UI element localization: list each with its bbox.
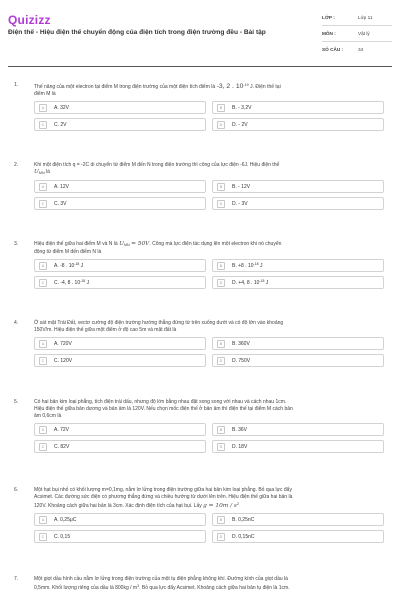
answer-options	[34, 180, 384, 210]
option-letter: C	[39, 443, 47, 451]
q-value: = 50V	[131, 241, 150, 247]
option-c[interactable]	[34, 118, 206, 131]
question-number: 4.	[14, 320, 19, 326]
option-letter: D	[217, 200, 225, 208]
q-value: -3, 2 . 10	[216, 83, 244, 91]
q-var: U	[34, 169, 39, 175]
option-letter: B	[217, 104, 225, 112]
option-text: C. 3V	[54, 200, 67, 207]
question-4	[8, 320, 392, 371]
option-letter: A	[39, 104, 47, 112]
option-value: D. +4, 8 . 10	[232, 280, 260, 287]
option-text: A. 72V	[54, 426, 70, 433]
option-letter: C	[39, 533, 47, 541]
option-text: A. 0,25μC	[54, 516, 77, 523]
q-text-part: Acsimet. Các đường sức điện có phương thẳng đứng và chiều hướng từ dưới lên trên. Hiệu điện thế giữa hai bản là	[34, 494, 293, 500]
question-number: 2.	[14, 162, 19, 168]
option-d[interactable]	[212, 197, 384, 210]
option-text: C. 120V	[54, 357, 73, 364]
q-text-part: là	[46, 169, 50, 175]
option-c[interactable]	[34, 440, 206, 453]
option-text: B. 0,25nC	[232, 516, 255, 523]
quizizz-logo: Quizizz	[8, 13, 51, 27]
option-letter: D	[217, 279, 225, 287]
question-6	[8, 487, 392, 547]
question-number: 5.	[14, 399, 19, 405]
question-text	[34, 399, 384, 420]
q-sub: MN	[123, 243, 130, 248]
option-letter: D	[217, 443, 225, 451]
option-text: C. 0,15	[54, 533, 71, 540]
q-text-part: Hiệu điện thế giữa bản dương và bản âm là 120V. Nếu chọn mốc điện thế ở bản âm thì điện thế tại điểm M cách bản	[34, 406, 293, 412]
option-letter: D	[217, 121, 225, 129]
option-a[interactable]	[34, 180, 206, 193]
option-letter: B	[217, 340, 225, 348]
option-text: B. 360V	[232, 340, 250, 347]
question-text	[34, 487, 384, 510]
q-value: g = 10m / s	[203, 503, 237, 510]
option-b[interactable]	[212, 337, 384, 350]
q-text-part: Ở sát mặt Trái Đất, vectơ cường độ điện trường hướng thẳng đứng từ trên xuống dưới và có độ lớn vào khoảng	[34, 320, 284, 326]
q-text-part: Một giọt dầu hình cầu nằm lơ lửng trong điện trường của một tụ điện phẳng không khí. Đường kính của giọt dầu là	[34, 576, 288, 582]
question-text	[34, 82, 384, 98]
option-letter: C	[39, 121, 47, 129]
option-text: D. - 3V	[232, 200, 248, 207]
option-letter: B	[217, 262, 225, 270]
option-c[interactable]	[34, 197, 206, 210]
q-text-part: 150V/m. Hiệu điện thế giữa một điểm ở độ cao 5m và mặt đất là	[34, 327, 177, 333]
option-text: D. 18V	[232, 443, 248, 450]
option-text	[232, 279, 268, 286]
q-text-part: 0,5mm. Khối lượng riêng của dầu là 800kg / m	[34, 585, 138, 592]
option-b[interactable]	[212, 513, 384, 526]
option-text	[54, 279, 89, 286]
option-unit: J	[264, 280, 269, 287]
option-value: A. -8 . 10	[54, 263, 75, 270]
option-text: C. 82V	[54, 443, 70, 450]
meta-label: SỐ CÂU :	[322, 47, 344, 52]
option-text: B. - 12V	[232, 183, 251, 190]
option-unit: J	[258, 263, 263, 270]
question-text	[34, 162, 384, 177]
meta-row-class	[322, 10, 392, 26]
option-sup: -18	[74, 262, 80, 267]
option-text	[232, 262, 263, 269]
question-text	[34, 241, 384, 256]
q-text-part: Có hai bản kim loại phẳng, tích điện trái dấu, nhưng độ lớn bằng nhau đặt song song với nhau và cách nhau 1cm.	[34, 399, 287, 405]
q-sub: MN	[38, 171, 45, 176]
meta-value: Vật lý	[358, 31, 370, 36]
meta-label: LỚP :	[322, 15, 335, 20]
answer-options	[34, 337, 384, 367]
q-text-part: động từ điểm M đến điểm N là	[34, 249, 102, 256]
question-text	[34, 576, 384, 592]
option-text: D. 0,15nC	[232, 533, 255, 540]
meta-label: MÔN :	[322, 31, 336, 36]
q-text-part: Hiệu điện thế giữa hai điểm M và N là	[34, 241, 118, 247]
answer-options	[34, 513, 384, 543]
option-value: C. -4, 8 . 10	[54, 280, 81, 287]
option-letter: A	[39, 183, 47, 191]
answer-options	[34, 259, 384, 289]
option-text: A. 720V	[54, 340, 72, 347]
option-c[interactable]	[34, 276, 206, 289]
option-text: B. 36V	[232, 426, 248, 433]
option-value: B. +8 . 10	[232, 263, 254, 270]
option-letter: B	[217, 516, 225, 524]
meta-row-count	[322, 42, 392, 57]
option-sup: -18	[80, 279, 86, 284]
q-text-part: điểm M là	[34, 91, 56, 98]
q-text-part: 120V. Khoảng cách giữa hai bản là 3cm. Xác định điện tích của hạt bụi. Lấy	[34, 503, 202, 510]
option-letter: D	[217, 533, 225, 541]
option-sup: -18	[259, 279, 265, 284]
question-number: 3.	[14, 241, 19, 247]
option-letter: B	[217, 183, 225, 191]
option-b[interactable]	[212, 180, 384, 193]
option-text: D. - 2V	[232, 121, 248, 128]
question-text	[34, 320, 384, 334]
option-c[interactable]	[34, 530, 206, 543]
q-var: U	[119, 241, 124, 247]
document-title: Điện thế - Hiệu điện thế chuyển động của điện tích trong điện trường đều - Bài tập	[8, 29, 266, 36]
option-letter: C	[39, 200, 47, 208]
option-d[interactable]	[212, 530, 384, 543]
answer-options	[34, 423, 384, 453]
q-sup: 2	[236, 502, 239, 506]
option-a[interactable]	[34, 337, 206, 350]
option-text	[54, 262, 83, 269]
option-text: C. 2V	[54, 121, 67, 128]
option-letter: C	[39, 279, 47, 287]
q-text-part: J. Điện thế tại	[248, 84, 281, 91]
question-1	[8, 82, 392, 135]
option-letter: A	[39, 340, 47, 348]
q-text-part: Một hạt bụi nhỏ có khối lượng m=0,1mg, nằm lơ lửng trong điện trường giữa hai bản kim loại phẳng. Bỏ qua lực đẩy	[34, 487, 292, 493]
option-text: D. 750V	[232, 357, 251, 364]
answer-options	[34, 101, 384, 131]
q-text-part: âm 0,6cm là	[34, 413, 62, 419]
meta-value: 34	[358, 47, 364, 52]
header-divider	[8, 66, 392, 67]
option-sup: -18	[253, 262, 259, 267]
question-number: 7.	[14, 576, 19, 582]
option-b[interactable]	[212, 423, 384, 436]
option-b[interactable]	[212, 259, 384, 272]
option-unit: J	[79, 263, 84, 270]
option-letter: B	[217, 426, 225, 434]
question-5	[8, 399, 392, 457]
option-d[interactable]	[212, 118, 384, 131]
option-b[interactable]	[212, 101, 384, 114]
option-a[interactable]	[34, 513, 206, 526]
option-d[interactable]	[212, 354, 384, 367]
option-text: A. 32V	[54, 104, 70, 111]
question-3	[8, 241, 392, 293]
question-7	[8, 576, 392, 592]
option-letter: A	[39, 516, 47, 524]
q-text-part: . Công mà lực điện tác dụng lên một electron khi nó chuyển	[149, 241, 282, 247]
option-letter: C	[39, 357, 47, 365]
question-2	[8, 162, 392, 214]
option-letter: A	[39, 262, 47, 270]
q-text-part: Khi một điện tích q = -2C di chuyển từ điểm M đến N trong điện trường thì công của lực điện -6J. Hiệu điện thế	[34, 162, 280, 168]
option-d[interactable]	[212, 440, 384, 453]
meta-box	[322, 10, 392, 57]
option-c[interactable]	[34, 354, 206, 367]
option-a[interactable]	[34, 259, 206, 272]
meta-value: Lớp 11	[358, 15, 373, 20]
q-sup: -19	[243, 83, 249, 87]
option-text: B. - 3,2V	[232, 104, 252, 111]
option-d[interactable]	[212, 276, 384, 289]
q-text-part: Thế năng của một electron tại điểm M trong điện trường của một điện tích điểm là	[34, 84, 216, 91]
option-a[interactable]	[34, 423, 206, 436]
meta-row-subject	[322, 26, 392, 42]
question-number: 1.	[14, 82, 19, 88]
q-text-part: . Bỏ qua lực đẩy Acsimet. Khoảng cách giữa hai bản tụ điện là 1cm.	[139, 585, 290, 592]
option-letter: D	[217, 357, 225, 365]
q-sup: 3	[137, 584, 140, 588]
option-letter: A	[39, 426, 47, 434]
question-number: 6.	[14, 487, 19, 493]
option-unit: J	[85, 280, 90, 287]
option-text: A. 12V	[54, 183, 70, 190]
option-a[interactable]	[34, 101, 206, 114]
